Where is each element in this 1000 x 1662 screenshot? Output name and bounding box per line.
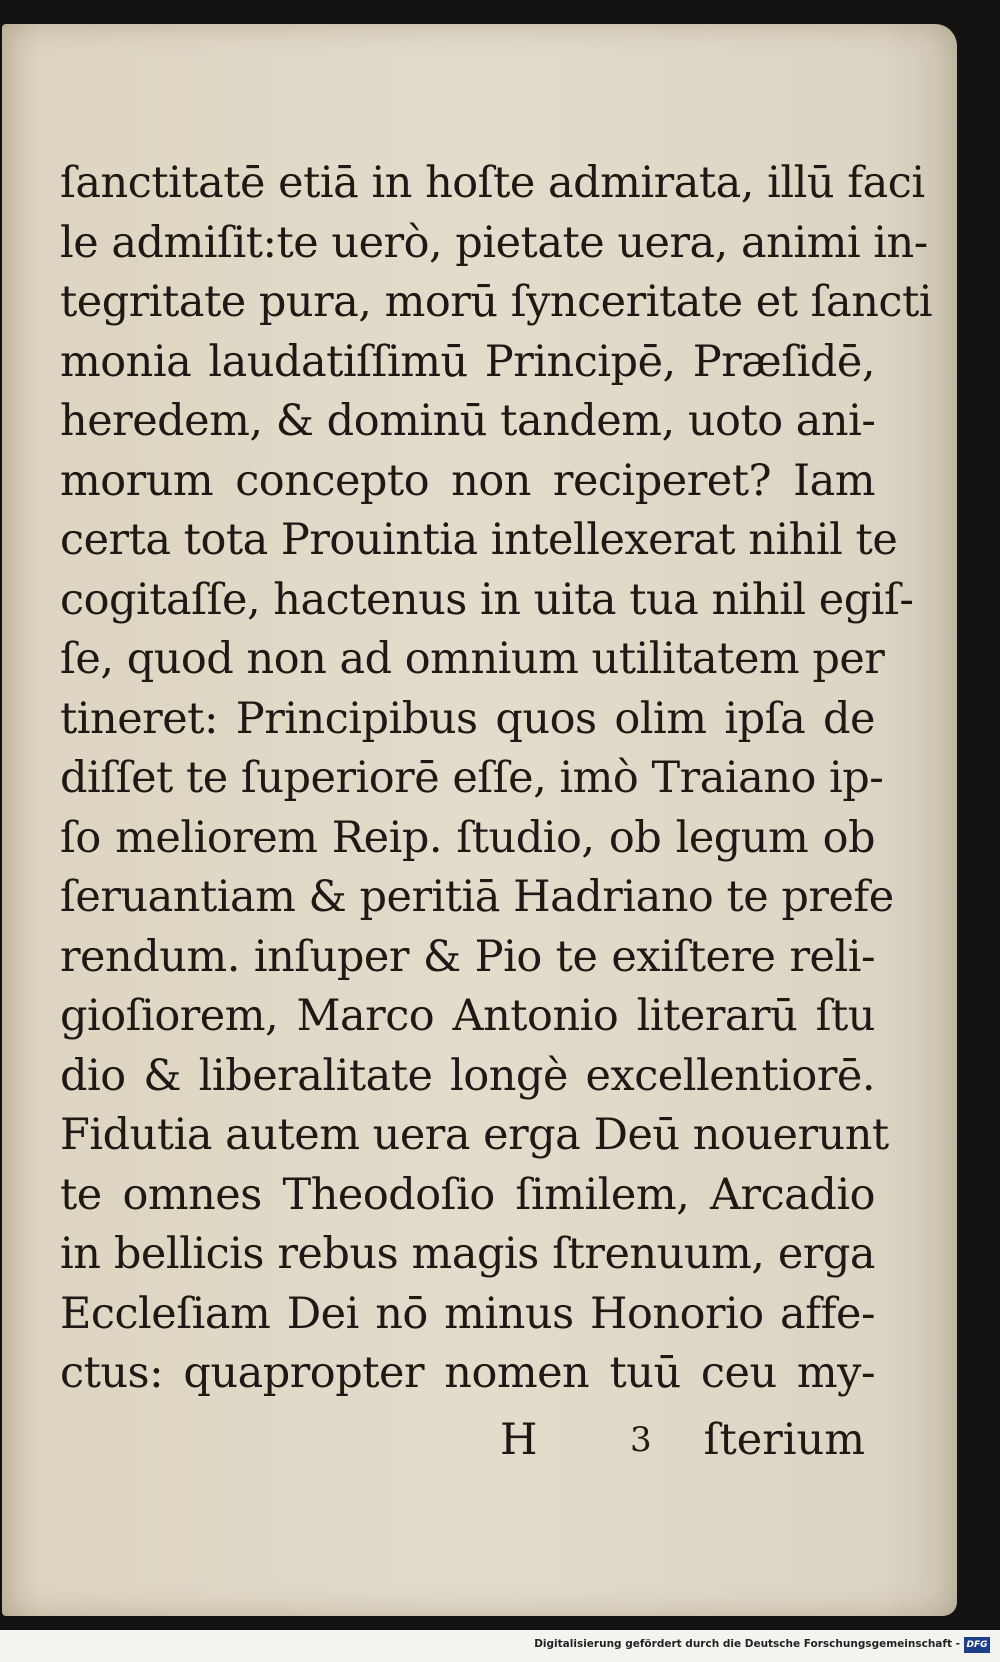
text-line: dio & liberalitate longè excellentiorē. (60, 1050, 875, 1101)
text-line: gioſiorem, Marco Antonio literarū ſtu (60, 991, 875, 1041)
text-line: ſeruantiam & peritiā Hadriano te prefe (60, 872, 894, 922)
text-line: tineret: Principibus quos olim ipſa de (60, 693, 875, 744)
signature-line (60, 1411, 875, 1471)
text-line: ſanctitatē etiā in hoſte admirata, illū faci (60, 158, 925, 208)
text-line: te omnes Theodoſio ſimilem, Arcadio (60, 1169, 875, 1220)
text-line: monia laudatiſſimū Principē, Præſidē, (60, 336, 875, 387)
book-page (2, 24, 957, 1616)
text-line: rendum. inſuper & Pio te exiſtere reli- (60, 931, 875, 982)
text-line: le admiſit:te uerò, pietate uera, animi in- (60, 217, 928, 268)
text-line: Fidutia autem uera erga Deū nouerunt (60, 1110, 889, 1160)
text-line: cogitaſſe, hactenus in uita tua nihil egiſ- (60, 574, 914, 625)
digitization-footer (0, 1630, 1000, 1662)
signature-mark: H (500, 1415, 538, 1465)
show-through-shadow (77, 1464, 527, 1504)
page-number: 3 (630, 1420, 652, 1460)
text-line: ſe, quod non ad omnium utilitatem per (60, 634, 885, 684)
text-line: certa tota Prouintia intellexerat nihil te (60, 515, 898, 565)
text-line: in bellicis rebus magis ſtrenuum, erga (60, 1229, 875, 1279)
text-line: diſſet te ſuperiorē eſſe, imò Traiano ip- (60, 753, 884, 803)
dfg-logo-icon: DFG (964, 1637, 990, 1653)
funding-credit: Digitalisierung gefördert durch die Deutsche Forschungsgemeinschaft - (534, 1638, 960, 1650)
text-line: morum concepto non reciperet? Iam (60, 455, 875, 506)
text-block (60, 154, 933, 1404)
text-line: ſo meliorem Reip. ſtudio, ob legum ob (60, 812, 875, 863)
catchword: ſterium (703, 1415, 865, 1465)
text-line: heredem, & dominū tandem, uoto ani- (60, 396, 876, 446)
text-line: tegritate pura, morū ſynceritate et ſancti (60, 277, 933, 327)
text-line: ctus: quapropter nomen tuū ceu my- (60, 1348, 875, 1398)
text-line: Eccleſiam Dei nō minus Honorio affe- (60, 1288, 875, 1339)
